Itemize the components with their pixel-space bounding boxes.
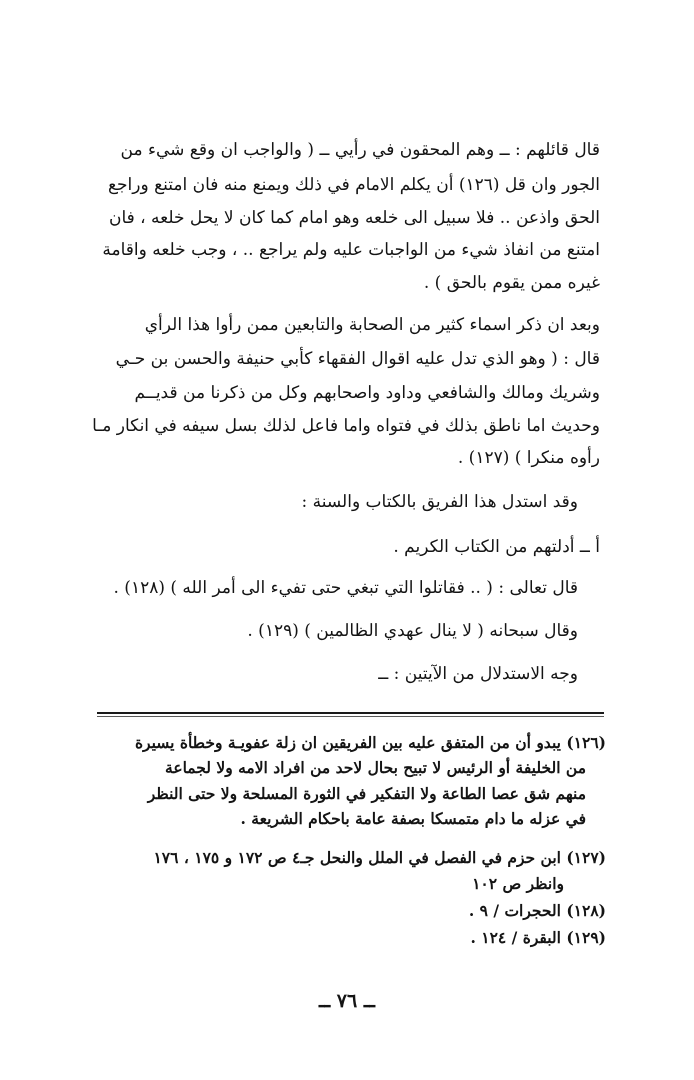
footnote-line: وانظر ص ١٠٢ bbox=[472, 874, 564, 893]
quran-verse: وقال سبحانه ( لا ينال عهدي الظالمين ) (١٢٩) . bbox=[247, 621, 578, 641]
footnote-line: (١٢٧) ابن حزم في الفصل في الملل والنحل جـ٤ ص ١٧٢ و ١٧٥ ، ١٧٦ bbox=[153, 848, 606, 867]
footnote-line: (١٢٩) البقرة / ١٢٤ . bbox=[470, 928, 606, 947]
footnote-line: في عزله ما دام متمسكا بصفة عامة باحكام الشريعة . bbox=[240, 809, 586, 828]
footnote-line: منهم شق عصا الطاعة ولا التفكير في الثورة المسلحة ولا حتى النظر bbox=[147, 784, 586, 803]
footnote-line: (١٢٨) الحجرات / ٩ . bbox=[468, 901, 606, 920]
footnote-line: (١٢٦) يبدو أن من المتفق عليه بين الفريقين ان زلة عفويـة وخطأة يسيرة bbox=[134, 733, 606, 752]
text-line: قال : ( وهو الذي تدل عليه اقوال الفقهاء كأبي حنيفة والحسن بن حـي bbox=[115, 349, 600, 369]
footnote-line: من الخليفة أو الرئيس لا تبيح بحال لاحد من افراد الامه ولا لجماعة bbox=[165, 758, 586, 777]
quran-verse: قال تعالى : ( .. فقاتلوا التي تبغي حتى تفيء الى أمر الله ) (١٢٨) . bbox=[113, 578, 578, 598]
text-line: قال قائلهم : ــ وهم المحقون في رأيي ــ ( والواجب ان وقع شيء من bbox=[120, 140, 600, 160]
text-line: وقد استدل هذا الفريق بالكتاب والسنة : bbox=[301, 492, 578, 512]
text-line: وجه الاستدلال من الآيتين : ــ bbox=[378, 664, 578, 684]
text-line: وشريك ومالك والشافعي وداود واصحابهم وكل من ذكرنا من قديــم bbox=[134, 383, 600, 403]
text-line: رأوه منكرا ) (١٢٧) . bbox=[457, 448, 600, 468]
text-line: وبعد ان ذكر اسماء كثير من الصحابة والتابعين ممن رأوا هذا الرأي bbox=[144, 315, 600, 335]
text-line: امتنع من انفاذ شيء من الواجبات عليه ولم يراجع .. ، وجب خلعه واقامة bbox=[102, 240, 600, 260]
text-line: الحق واذعن .. فلا سبيل الى خلعه وهو امام كما كان لا يحل خلعه ، فان bbox=[108, 208, 600, 228]
section-heading: أ ــ أدلتهم من الكتاب الكريم . bbox=[393, 537, 600, 557]
text-line: وحديث اما ناطق بذلك في فتواه واما فاعل لذلك بسل سيفه في انكار مـا bbox=[92, 416, 600, 436]
text-line: غيره ممن يقوم بالحق ) . bbox=[423, 273, 600, 293]
text-line: الجور وان قل (١٢٦) أن يكلم الامام في ذلك ويمنع منه فان امتنع وراجع bbox=[107, 175, 600, 195]
footnotes bbox=[96, 0, 606, 960]
page-number: ــ ٧٦ ــ bbox=[319, 990, 375, 1012]
